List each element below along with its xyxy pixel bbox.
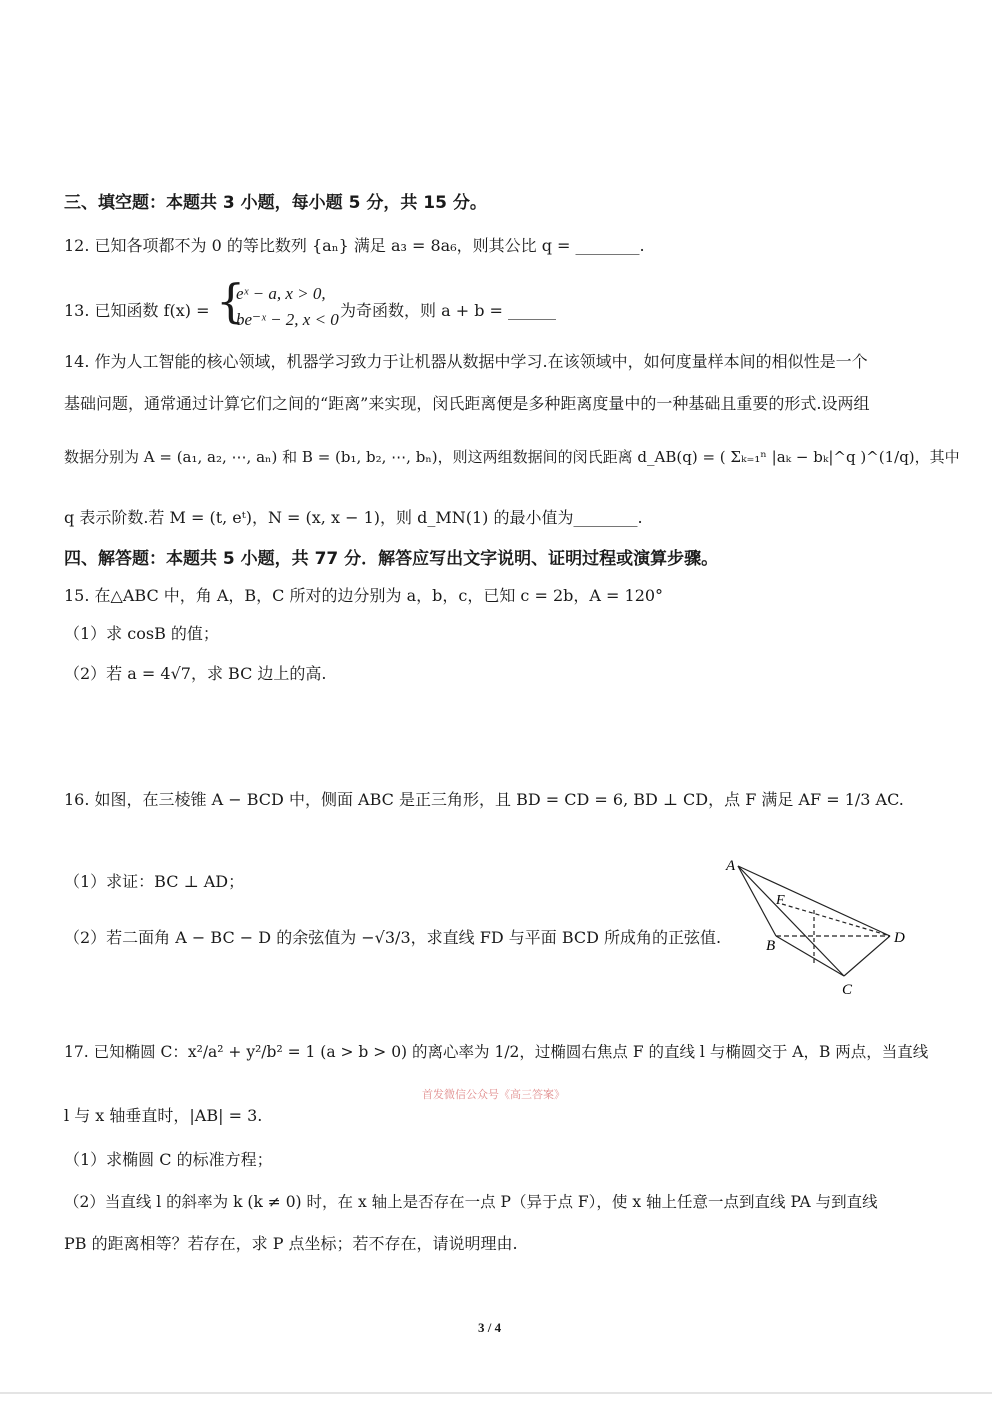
question-14-line-4: q 表示阶数.若 M = (t, eᵗ)，N = (x, x − 1)，则 d_MN(1) 的最小值为________. [64, 508, 643, 527]
label-b: B [766, 938, 776, 954]
question-16-part-1: （1）求证：BC ⊥ AD； [64, 872, 245, 891]
q13-case-2: be⁻ˣ − 2, x < 0 [236, 310, 339, 329]
watermark: 首发微信公众号《高三答案》 [422, 1088, 565, 1101]
label-c: C [842, 982, 853, 998]
edge-bc [776, 936, 844, 976]
question-14-line-3: 数据分别为 A = (a₁, a₂, ⋯, aₙ) 和 B = (b₁, b₂, ⋯, bₙ)，则这两组数据间的闵氏距离 d_AB(q) = ( Σₖ₌₁ⁿ |aₖ − bₖ|^q )^(1/q)，其中 [64, 448, 960, 466]
label-f: F [776, 893, 785, 908]
question-15-stem: 15. 在△ABC 中，角 A，B，C 所对的边分别为 a，b，c，已知 c = 2b，A = 120° [64, 586, 664, 605]
page-number: 3 / 4 [478, 1320, 502, 1335]
edge-ac [738, 866, 844, 976]
edge-cd [844, 936, 890, 976]
edge-ab [738, 866, 776, 936]
question-13 [64, 274, 764, 338]
tetrahedron-figure [722, 852, 942, 1000]
segment-fd [782, 904, 890, 936]
q13-tail: 为奇函数，则 a + b = ______ [340, 301, 557, 320]
label-a: A [726, 858, 736, 874]
q13-case-1: eˣ − a, x > 0, [236, 284, 326, 303]
question-17-part-1: （1）求椭圆 C 的标准方程； [64, 1150, 273, 1169]
question-17-part-2b: PB 的距离相等？若存在，求 P 点坐标；若不存在，请说明理由. [64, 1234, 518, 1253]
section-3-title: 三、填空题：本题共 3 小题，每小题 5 分，共 15 分。 [64, 193, 487, 213]
bottom-rule [0, 1392, 992, 1394]
question-17-part-2a: （2）当直线 l 的斜率为 k (k ≠ 0) 时，在 x 轴上是否存在一点 P（异于点 F），使 x 轴上任意一点到直线 PA 与到直线 [64, 1193, 878, 1211]
section-4-title: 四、解答题：本题共 5 小题，共 77 分．解答应写出文字说明、证明过程或演算步骤。 [64, 549, 719, 569]
question-15-part-2: （2）若 a = 4√7，求 BC 边上的高. [64, 664, 327, 683]
question-12: 12. 已知各项都不为 0 的等比数列 {aₙ} 满足 a₃ = 8a₆，则其公比 q = ________. [64, 236, 645, 255]
q13-lead: 13. 已知函数 f(x) = [64, 301, 210, 320]
question-14-line-1: 14. 作为人工智能的核心领域，机器学习致力于让机器从数据中学习.在该领域中，如何度量样本间的相似性是一个 [64, 352, 868, 371]
question-14-line-2: 基础问题，通常通过计算它们之间的“距离”来实现，闵氏距离便是多种距离度量中的一种基础且重要的形式.设两组 [64, 394, 870, 413]
question-17-stem-1: 17. 已知椭圆 C：x²/a² + y²/b² = 1 (a > b > 0) 的离心率为 1/2，过椭圆右焦点 F 的直线 l 与椭圆交于 A，B 两点，当直线 [64, 1043, 929, 1061]
label-d: D [894, 930, 905, 946]
question-16-part-2: （2）若二面角 A − BC − D 的余弦值为 −√3/3，求直线 FD 与平面 BCD 所成角的正弦值. [64, 928, 722, 947]
question-16-stem: 16. 如图，在三棱锥 A − BCD 中，侧面 ABC 是正三角形，且 BD = CD = 6, BD ⊥ CD，点 F 满足 AF = 1/3 AC. [64, 790, 904, 809]
question-15-part-1: （1）求 cosB 的值； [64, 624, 219, 643]
q13-brace: { [216, 274, 246, 328]
question-17-stem-2: l 与 x 轴垂直时，|AB| = 3. [64, 1106, 263, 1125]
